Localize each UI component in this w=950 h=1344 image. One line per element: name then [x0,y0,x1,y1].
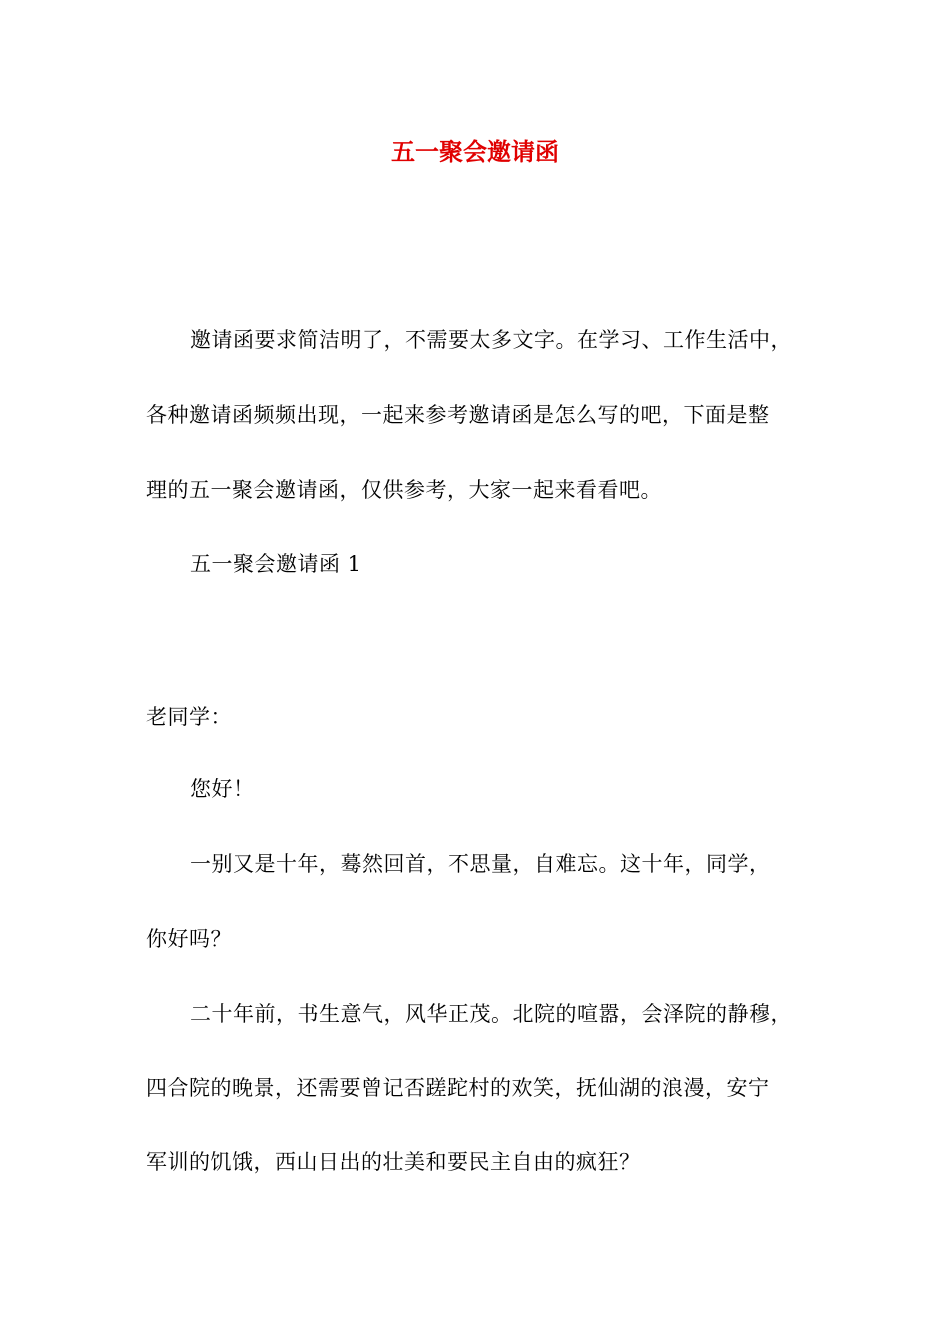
paragraph-line: 军训的饥饿，西山日出的壮美和要民主自由的疯狂？ [146,1150,641,1174]
greeting: 您好！ [190,777,255,801]
paragraph-line: 各种邀请函频频出现，一起来参考邀请函是怎么写的吧，下面是整 [146,403,770,427]
paragraph-line: 四合院的晚景，还需要曾记否蹉跎村的欢笑，抚仙湖的浪漫，安宁 [146,1076,770,1100]
paragraph-line: 你好吗？ [146,927,232,951]
paragraph-line: 理的五一聚会邀请函，仅供参考，大家一起来看看吧。 [146,478,662,502]
paragraph-line: 邀请函要求简洁明了，不需要太多文字。在学习、工作生活中， [190,328,792,352]
paragraph-line: 二十年前，书生意气，风华正茂。北院的喧嚣，会泽院的静穆， [190,1002,792,1026]
document-title: 五一聚会邀请函 [391,137,559,166]
section-heading: 五一聚会邀请函 1 [190,552,362,576]
salutation: 老同学： [146,705,232,729]
paragraph-line: 一别又是十年，蓦然回首，不思量，自难忘。这十年，同学， [190,852,771,876]
